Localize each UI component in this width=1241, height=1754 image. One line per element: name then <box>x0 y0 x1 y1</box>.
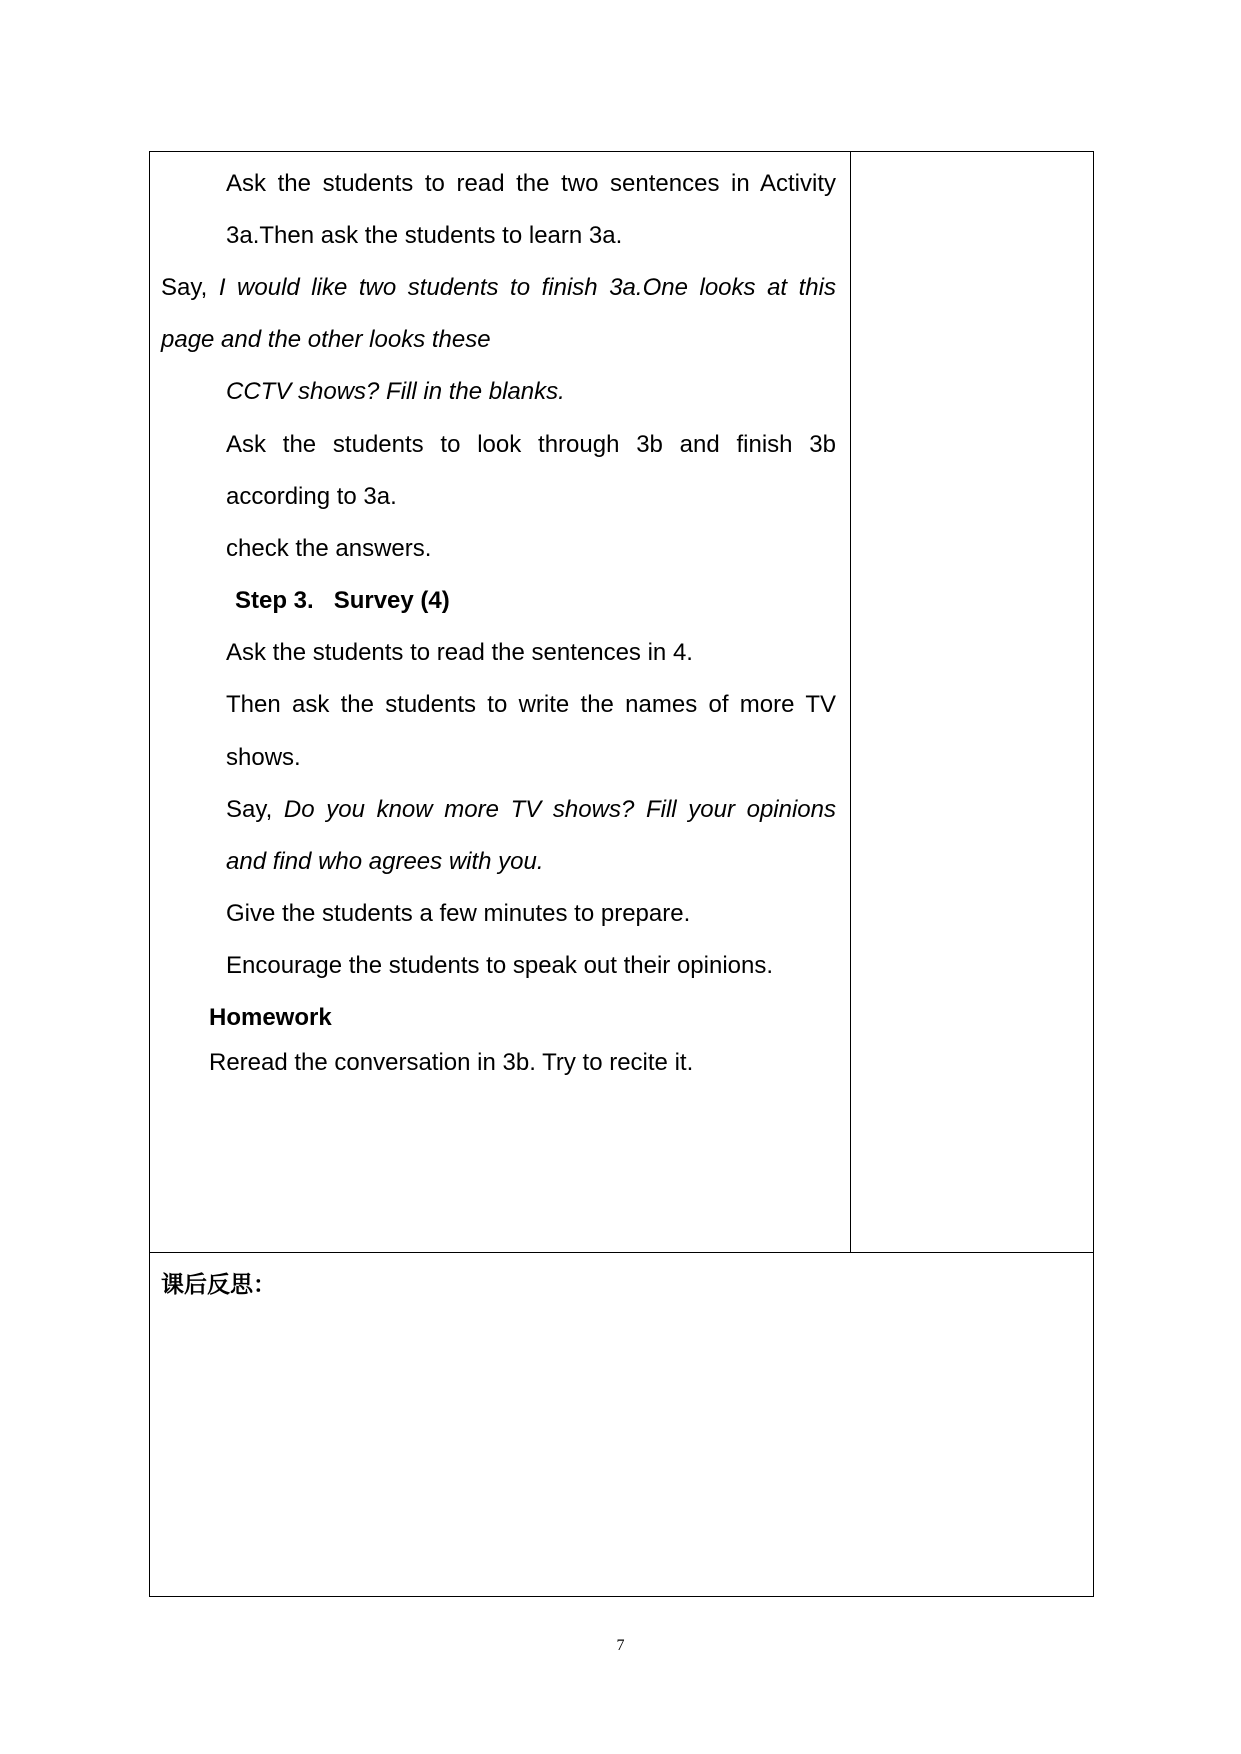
table-column-divider <box>850 151 851 1253</box>
step-heading: Step 3. Survey (4) <box>235 587 450 614</box>
say-line <box>161 273 836 303</box>
say-quote-line: CCTV shows? Fill in the blanks. <box>226 378 565 405</box>
say-quote: Do you know more TV shows? Fill your opinions <box>283 796 836 823</box>
say-quote: I would like two students to finish 3a.One looks at this <box>218 274 836 301</box>
instruction-line: Then ask the students to write the names of more TV <box>226 691 836 718</box>
say-quote-line: page and the other looks these <box>161 326 491 353</box>
instruction-line: Ask the students to read the sentences in 4. <box>226 639 693 666</box>
page-number: 7 <box>616 1637 625 1654</box>
homework-text: Reread the conversation in 3b. Try to recite it. <box>209 1049 694 1076</box>
instruction-line: according to 3a. <box>226 483 397 510</box>
say-prefix: Say, <box>161 274 219 301</box>
instruction-line: Encourage the students to speak out their opinions. <box>226 952 774 979</box>
reflection-label: 课后反思： <box>161 1272 276 1298</box>
table-row-divider <box>149 1252 1094 1253</box>
homework-heading: Homework <box>209 1004 332 1031</box>
instruction-line: check the answers. <box>226 535 432 562</box>
say-quote-line: and find who agrees with you. <box>226 848 544 875</box>
say-prefix: Say, <box>226 796 284 823</box>
instruction-line: Ask the students to look through 3b and finish 3b <box>226 431 836 458</box>
instruction-line: Ask the students to read the two sentences in Activity <box>226 170 836 197</box>
say-line <box>226 795 836 825</box>
instruction-line: 3a.Then ask the students to learn 3a. <box>226 222 623 249</box>
instruction-line: shows. <box>226 744 301 771</box>
instruction-line: Give the students a few minutes to prepare. <box>226 900 691 927</box>
